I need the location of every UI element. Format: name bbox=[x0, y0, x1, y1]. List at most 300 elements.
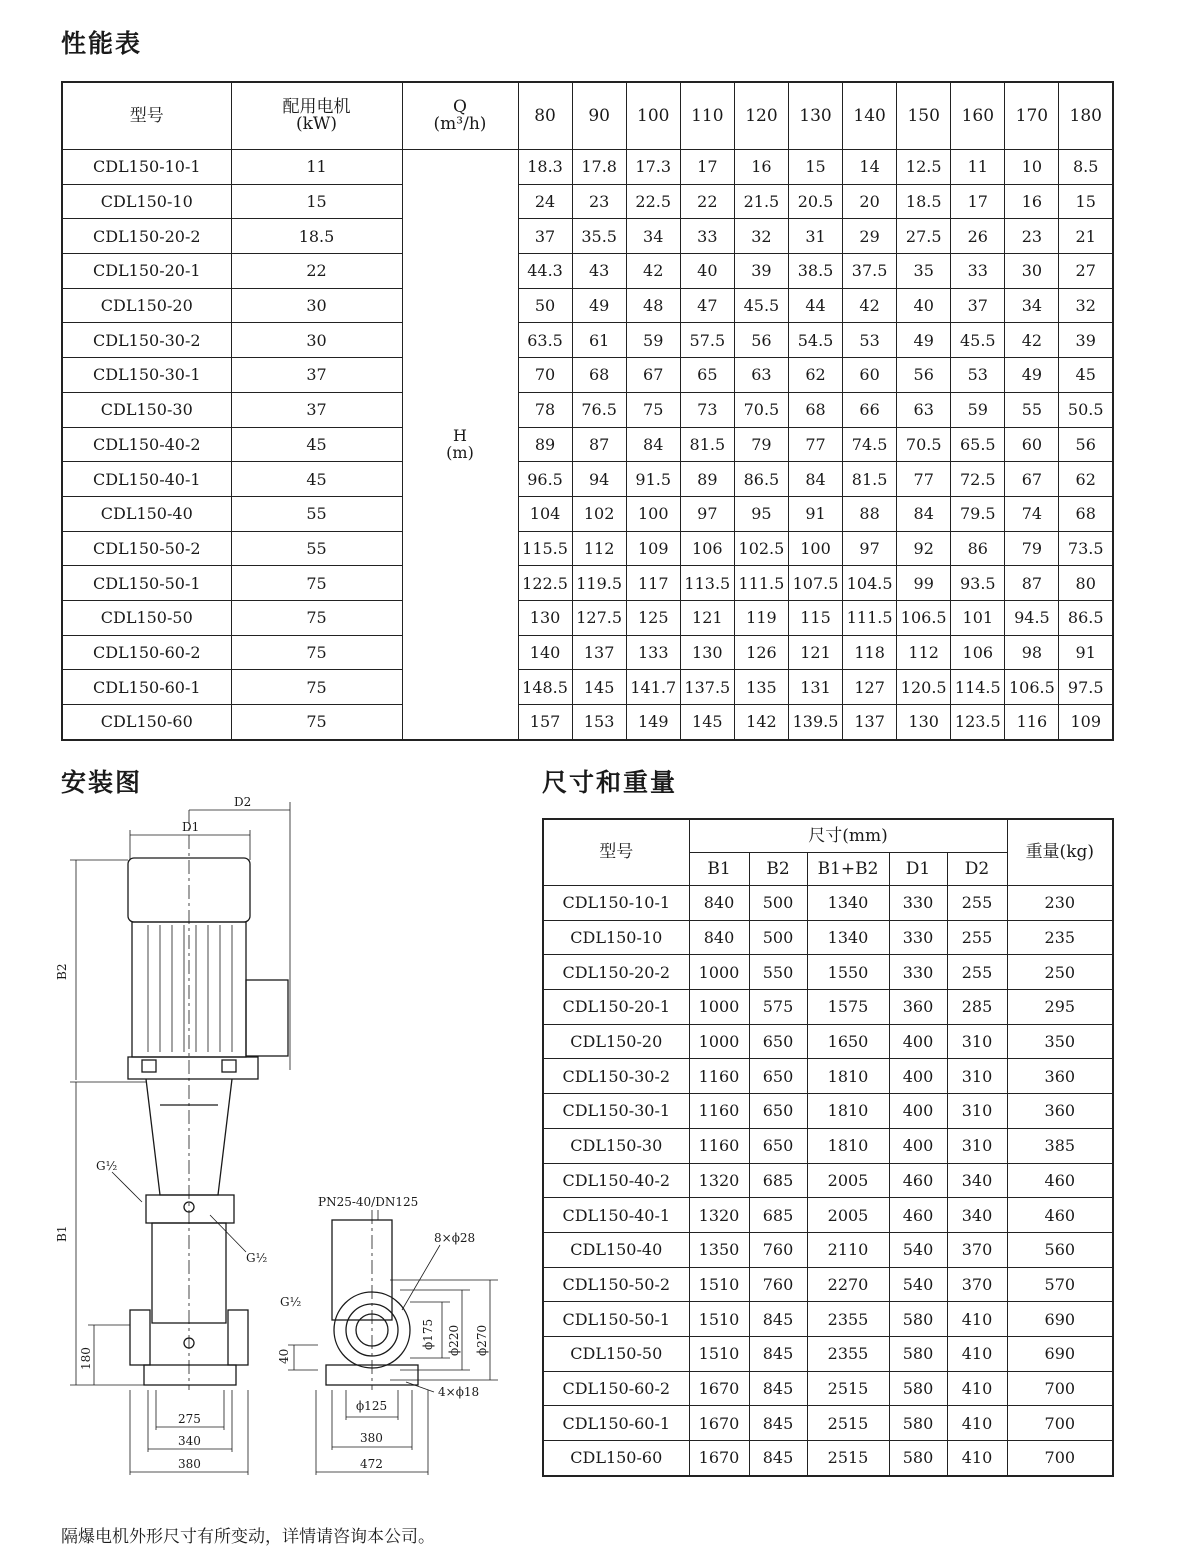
cell-head: 45 bbox=[1059, 358, 1113, 393]
flow-header: 120 bbox=[734, 82, 788, 150]
cell-head: 141.7 bbox=[626, 670, 680, 705]
cell-model: CDL150-40 bbox=[62, 496, 231, 531]
footnote: 隔爆电机外形尺寸有所变动，详情请咨询本公司。 bbox=[61, 1527, 435, 1547]
cell-head: 20 bbox=[843, 184, 897, 219]
cell-dim: 460 bbox=[889, 1163, 947, 1198]
cell-head: 79.5 bbox=[951, 496, 1005, 531]
cell-head: 116 bbox=[1005, 705, 1059, 740]
cell-model: CDL150-60 bbox=[62, 705, 231, 740]
cell-dim: 2355 bbox=[807, 1336, 889, 1371]
cell-weight: 570 bbox=[1007, 1267, 1113, 1302]
cell-dim: 330 bbox=[889, 886, 947, 921]
cell-dim: 840 bbox=[689, 920, 749, 955]
cell-model: CDL150-20-1 bbox=[62, 254, 231, 289]
table-row bbox=[543, 1059, 1113, 1094]
cell-head: 106.5 bbox=[1005, 670, 1059, 705]
cell-dim: 760 bbox=[749, 1232, 807, 1267]
cell-head: 68 bbox=[572, 358, 626, 393]
cell-head: 100 bbox=[626, 496, 680, 531]
cell-head: 125 bbox=[626, 600, 680, 635]
cell-head: 89 bbox=[680, 462, 734, 497]
cell-motor: 45 bbox=[231, 427, 402, 462]
cell-head: 130 bbox=[680, 635, 734, 670]
install-title: 安装图 bbox=[61, 768, 143, 797]
label-flange: PN25-40/DN125 bbox=[318, 1195, 419, 1209]
cell-head: 32 bbox=[734, 219, 788, 254]
table-row bbox=[62, 392, 1113, 427]
cell-head: 39 bbox=[734, 254, 788, 289]
cell-head: 97.5 bbox=[1059, 670, 1113, 705]
cell-head: 65 bbox=[680, 358, 734, 393]
cell-model: CDL150-40-2 bbox=[543, 1163, 689, 1198]
h-label-line2: (m) bbox=[446, 443, 474, 463]
cell-head: 77 bbox=[897, 462, 951, 497]
cell-dim: 400 bbox=[889, 1059, 947, 1094]
cell-head: 115.5 bbox=[518, 531, 572, 566]
cell-head: 118 bbox=[843, 635, 897, 670]
h-label-cell bbox=[402, 150, 518, 740]
cell-dim: 1350 bbox=[689, 1232, 749, 1267]
label-d175: ϕ175 bbox=[421, 1318, 435, 1350]
cell-dim: 1000 bbox=[689, 1024, 749, 1059]
cell-head: 67 bbox=[626, 358, 680, 393]
cell-dim: 310 bbox=[947, 1059, 1007, 1094]
table-row bbox=[62, 496, 1113, 531]
cell-dim: 370 bbox=[947, 1267, 1007, 1302]
cell-head: 119.5 bbox=[572, 566, 626, 601]
cell-dim: 1160 bbox=[689, 1128, 749, 1163]
terminal-box bbox=[246, 980, 288, 1056]
cell-head: 106 bbox=[951, 635, 1005, 670]
cell-dim: 1550 bbox=[807, 955, 889, 990]
cell-dim: 1575 bbox=[807, 990, 889, 1025]
cell-dim: 410 bbox=[947, 1371, 1007, 1406]
cell-dim: 2515 bbox=[807, 1406, 889, 1441]
cell-head: 102 bbox=[572, 496, 626, 531]
table-row bbox=[62, 670, 1113, 705]
cell-head: 18.5 bbox=[897, 184, 951, 219]
cell-head: 30 bbox=[1005, 254, 1059, 289]
cell-dim: 760 bbox=[749, 1267, 807, 1302]
cell-head: 97 bbox=[843, 531, 897, 566]
cell-head: 61 bbox=[572, 323, 626, 358]
table-row bbox=[543, 1441, 1113, 1476]
cell-dim: 1510 bbox=[689, 1267, 749, 1302]
cell-dim: 845 bbox=[749, 1336, 807, 1371]
cell-head: 15 bbox=[788, 150, 842, 185]
cell-head: 42 bbox=[1005, 323, 1059, 358]
cell-head: 126 bbox=[734, 635, 788, 670]
cell-model: CDL150-20-2 bbox=[543, 955, 689, 990]
cell-dim: 685 bbox=[749, 1163, 807, 1198]
cell-model: CDL150-20 bbox=[543, 1024, 689, 1059]
table-row bbox=[62, 462, 1113, 497]
cell-dim: 580 bbox=[889, 1371, 947, 1406]
cell-head: 62 bbox=[788, 358, 842, 393]
cell-head: 12.5 bbox=[897, 150, 951, 185]
cell-head: 32 bbox=[1059, 288, 1113, 323]
table-row bbox=[543, 1406, 1113, 1441]
cell-head: 139.5 bbox=[788, 705, 842, 740]
cell-dim: 1320 bbox=[689, 1163, 749, 1198]
cell-model: CDL150-30 bbox=[543, 1128, 689, 1163]
cell-dim: 500 bbox=[749, 886, 807, 921]
cell-head: 21 bbox=[1059, 219, 1113, 254]
cell-head: 66 bbox=[843, 392, 897, 427]
cell-model: CDL150-10-1 bbox=[62, 150, 231, 185]
label-g-half-a: G½ bbox=[96, 1159, 118, 1173]
cell-dim: 540 bbox=[889, 1267, 947, 1302]
label-w472: 472 bbox=[360, 1457, 383, 1471]
flow-header: 150 bbox=[897, 82, 951, 150]
inlet-flange bbox=[130, 1310, 150, 1365]
cell-model: CDL150-30-2 bbox=[543, 1059, 689, 1094]
cell-weight: 690 bbox=[1007, 1302, 1113, 1337]
cell-head: 17 bbox=[680, 150, 734, 185]
cell-head: 68 bbox=[1059, 496, 1113, 531]
label-g-half-c: G½ bbox=[280, 1295, 302, 1309]
cell-dim: 1160 bbox=[689, 1094, 749, 1129]
cell-head: 133 bbox=[626, 635, 680, 670]
cell-head: 78 bbox=[518, 392, 572, 427]
table-row bbox=[543, 1336, 1113, 1371]
cell-dim: 840 bbox=[689, 886, 749, 921]
cell-dim: 330 bbox=[889, 920, 947, 955]
cell-weight: 700 bbox=[1007, 1441, 1113, 1476]
dimensions-table bbox=[542, 818, 1114, 1477]
cell-head: 87 bbox=[572, 427, 626, 462]
cell-head: 79 bbox=[1005, 531, 1059, 566]
cell-dim: 330 bbox=[889, 955, 947, 990]
cell-head: 44.3 bbox=[518, 254, 572, 289]
pump-head bbox=[146, 1195, 234, 1223]
cell-dim: 285 bbox=[947, 990, 1007, 1025]
cell-dim: 685 bbox=[749, 1198, 807, 1233]
cell-motor: 55 bbox=[231, 496, 402, 531]
cell-head: 137 bbox=[572, 635, 626, 670]
cell-weight: 700 bbox=[1007, 1371, 1113, 1406]
cell-head: 72.5 bbox=[951, 462, 1005, 497]
cell-head: 98 bbox=[1005, 635, 1059, 670]
cell-motor: 22 bbox=[231, 254, 402, 289]
cell-dim: 2515 bbox=[807, 1441, 889, 1476]
cell-dim: 1510 bbox=[689, 1336, 749, 1371]
cell-dim: 575 bbox=[749, 990, 807, 1025]
cell-head: 87 bbox=[1005, 566, 1059, 601]
table-row bbox=[543, 1163, 1113, 1198]
cell-head: 33 bbox=[951, 254, 1005, 289]
cell-head: 55 bbox=[1005, 392, 1059, 427]
cell-head: 135 bbox=[734, 670, 788, 705]
cell-dim: 2270 bbox=[807, 1267, 889, 1302]
cell-dim: 410 bbox=[947, 1336, 1007, 1371]
cell-head: 121 bbox=[788, 635, 842, 670]
cell-weight: 250 bbox=[1007, 955, 1113, 990]
cell-head: 84 bbox=[626, 427, 680, 462]
cell-head: 86.5 bbox=[1059, 600, 1113, 635]
cell-head: 120.5 bbox=[897, 670, 951, 705]
cell-dim: 400 bbox=[889, 1128, 947, 1163]
cell-head: 109 bbox=[1059, 705, 1113, 740]
cell-head: 94 bbox=[572, 462, 626, 497]
cell-head: 21.5 bbox=[734, 184, 788, 219]
cell-head: 37.5 bbox=[843, 254, 897, 289]
flow-header: 90 bbox=[572, 82, 626, 150]
cell-head: 115 bbox=[788, 600, 842, 635]
cell-model: CDL150-60-2 bbox=[62, 635, 231, 670]
table-row bbox=[62, 427, 1113, 462]
cell-head: 77 bbox=[788, 427, 842, 462]
cell-motor: 30 bbox=[231, 323, 402, 358]
cell-dim: 400 bbox=[889, 1024, 947, 1059]
cell-head: 148.5 bbox=[518, 670, 572, 705]
cell-head: 117 bbox=[626, 566, 680, 601]
cell-head: 130 bbox=[897, 705, 951, 740]
cell-dim: 2005 bbox=[807, 1163, 889, 1198]
cell-dim: 845 bbox=[749, 1302, 807, 1337]
cell-motor: 75 bbox=[231, 635, 402, 670]
table-row bbox=[543, 920, 1113, 955]
header-model: 型号 bbox=[62, 82, 231, 150]
cell-dim: 310 bbox=[947, 1128, 1007, 1163]
cell-model: CDL150-20-1 bbox=[543, 990, 689, 1025]
cell-dim: 410 bbox=[947, 1406, 1007, 1441]
cell-head: 145 bbox=[680, 705, 734, 740]
cell-dim: 1340 bbox=[807, 886, 889, 921]
installation-drawing bbox=[50, 790, 510, 1490]
cell-head: 65.5 bbox=[951, 427, 1005, 462]
header-motor-line2: (kW) bbox=[295, 114, 338, 134]
label-b1: B1 bbox=[55, 1225, 69, 1242]
cell-head: 17 bbox=[951, 184, 1005, 219]
cell-head: 73 bbox=[680, 392, 734, 427]
cell-head: 42 bbox=[626, 254, 680, 289]
cell-head: 34 bbox=[626, 219, 680, 254]
cell-motor: 75 bbox=[231, 705, 402, 740]
cell-dim: 1000 bbox=[689, 990, 749, 1025]
cell-head: 140 bbox=[518, 635, 572, 670]
cell-head: 127 bbox=[843, 670, 897, 705]
cell-model: CDL150-60-1 bbox=[62, 670, 231, 705]
cell-head: 96.5 bbox=[518, 462, 572, 497]
cell-model: CDL150-60-1 bbox=[543, 1406, 689, 1441]
cell-dim: 460 bbox=[889, 1198, 947, 1233]
cell-head: 114.5 bbox=[951, 670, 1005, 705]
cell-head: 121 bbox=[680, 600, 734, 635]
table-row bbox=[62, 184, 1113, 219]
cell-dim: 845 bbox=[749, 1371, 807, 1406]
base bbox=[144, 1365, 236, 1385]
cell-head: 15 bbox=[1059, 184, 1113, 219]
cell-dim: 650 bbox=[749, 1128, 807, 1163]
cell-weight: 360 bbox=[1007, 1059, 1113, 1094]
cell-motor: 30 bbox=[231, 288, 402, 323]
cell-dim: 1670 bbox=[689, 1406, 749, 1441]
cell-model: CDL150-40-1 bbox=[62, 462, 231, 497]
header-flow bbox=[402, 82, 518, 150]
cell-motor: 15 bbox=[231, 184, 402, 219]
cell-dim: 340 bbox=[947, 1198, 1007, 1233]
flow-header: 100 bbox=[626, 82, 680, 150]
header-motor-line1: 配用电机 bbox=[282, 97, 351, 117]
cell-dim: 410 bbox=[947, 1441, 1007, 1476]
cell-motor: 55 bbox=[231, 531, 402, 566]
cell-dim: 340 bbox=[947, 1163, 1007, 1198]
cell-head: 39 bbox=[1059, 323, 1113, 358]
cell-head: 86 bbox=[951, 531, 1005, 566]
cell-dim: 1000 bbox=[689, 955, 749, 990]
cell-head: 101 bbox=[951, 600, 1005, 635]
cell-head: 45.5 bbox=[951, 323, 1005, 358]
table-row bbox=[62, 288, 1113, 323]
cell-head: 127.5 bbox=[572, 600, 626, 635]
cell-model: CDL150-20 bbox=[62, 288, 231, 323]
cell-head: 37 bbox=[518, 219, 572, 254]
cell-model: CDL150-50-1 bbox=[543, 1302, 689, 1337]
cell-dim: 255 bbox=[947, 920, 1007, 955]
cell-model: CDL150-50-2 bbox=[543, 1267, 689, 1302]
cell-dim: 1650 bbox=[807, 1024, 889, 1059]
table-row bbox=[543, 1128, 1113, 1163]
table-row bbox=[62, 635, 1113, 670]
cell-head: 86.5 bbox=[734, 462, 788, 497]
cell-head: 157 bbox=[518, 705, 572, 740]
cell-head: 14 bbox=[843, 150, 897, 185]
table-row bbox=[543, 1232, 1113, 1267]
cell-model: CDL150-10 bbox=[62, 184, 231, 219]
cell-dim: 1510 bbox=[689, 1302, 749, 1337]
cell-head: 22.5 bbox=[626, 184, 680, 219]
label-bolts: 8×ϕ28 bbox=[434, 1231, 476, 1245]
label-h40: 40 bbox=[277, 1348, 291, 1364]
cell-dim: 500 bbox=[749, 920, 807, 955]
cell-dim: 1340 bbox=[807, 920, 889, 955]
cell-model: CDL150-30-1 bbox=[543, 1094, 689, 1129]
cell-head: 24 bbox=[518, 184, 572, 219]
label-w340: 340 bbox=[178, 1434, 201, 1448]
cell-head: 131 bbox=[788, 670, 842, 705]
cell-dim: 540 bbox=[889, 1232, 947, 1267]
cell-head: 113.5 bbox=[680, 566, 734, 601]
table-row bbox=[543, 1267, 1113, 1302]
cell-head: 33 bbox=[680, 219, 734, 254]
cell-head: 27.5 bbox=[897, 219, 951, 254]
label-d270: ϕ270 bbox=[475, 1324, 489, 1356]
performance-table bbox=[61, 81, 1114, 741]
cell-head: 73.5 bbox=[1059, 531, 1113, 566]
cell-head: 112 bbox=[897, 635, 951, 670]
table-row bbox=[62, 323, 1113, 358]
dims-subheader: B1+B2 bbox=[807, 853, 889, 886]
cell-head: 42 bbox=[843, 288, 897, 323]
label-w380b: 380 bbox=[360, 1431, 383, 1445]
dims-header-size: 尺寸(mm) bbox=[689, 819, 1007, 853]
cell-dim: 1670 bbox=[689, 1441, 749, 1476]
cell-dim: 1810 bbox=[807, 1128, 889, 1163]
cell-model: CDL150-10-1 bbox=[543, 886, 689, 921]
label-w380a: 380 bbox=[178, 1457, 201, 1471]
cell-head: 49 bbox=[897, 323, 951, 358]
cell-head: 53 bbox=[843, 323, 897, 358]
cell-model: CDL150-30-1 bbox=[62, 358, 231, 393]
cell-head: 137 bbox=[843, 705, 897, 740]
cell-motor: 37 bbox=[231, 392, 402, 427]
table-row bbox=[543, 1024, 1113, 1059]
cell-model: CDL150-50-2 bbox=[62, 531, 231, 566]
cell-head: 18.3 bbox=[518, 150, 572, 185]
cell-head: 100 bbox=[788, 531, 842, 566]
cell-head: 63.5 bbox=[518, 323, 572, 358]
cell-head: 11 bbox=[951, 150, 1005, 185]
cell-head: 17.3 bbox=[626, 150, 680, 185]
table-row bbox=[543, 990, 1113, 1025]
cell-head: 27 bbox=[1059, 254, 1113, 289]
cell-head: 44 bbox=[788, 288, 842, 323]
table-row bbox=[543, 1198, 1113, 1233]
cell-head: 54.5 bbox=[788, 323, 842, 358]
cell-head: 142 bbox=[734, 705, 788, 740]
cell-dim: 1810 bbox=[807, 1094, 889, 1129]
cell-weight: 460 bbox=[1007, 1163, 1113, 1198]
cell-dim: 400 bbox=[889, 1094, 947, 1129]
cell-head: 149 bbox=[626, 705, 680, 740]
cell-head: 89 bbox=[518, 427, 572, 462]
cell-model: CDL150-10 bbox=[543, 920, 689, 955]
h-label-line1: H bbox=[453, 426, 467, 446]
cell-head: 50 bbox=[518, 288, 572, 323]
cell-head: 104 bbox=[518, 496, 572, 531]
cell-head: 43 bbox=[572, 254, 626, 289]
cell-head: 37 bbox=[951, 288, 1005, 323]
label-w275: 275 bbox=[178, 1412, 201, 1426]
cell-dim: 2515 bbox=[807, 1371, 889, 1406]
table-row bbox=[62, 254, 1113, 289]
cell-dim: 650 bbox=[749, 1094, 807, 1129]
cell-head: 59 bbox=[951, 392, 1005, 427]
cell-dim: 255 bbox=[947, 886, 1007, 921]
cell-head: 22 bbox=[680, 184, 734, 219]
flow-header: 80 bbox=[518, 82, 572, 150]
cell-head: 94.5 bbox=[1005, 600, 1059, 635]
cell-dim: 580 bbox=[889, 1406, 947, 1441]
cell-head: 84 bbox=[788, 462, 842, 497]
cell-weight: 700 bbox=[1007, 1406, 1113, 1441]
dims-subheader: D1 bbox=[889, 853, 947, 886]
performance-title: 性能表 bbox=[61, 29, 143, 58]
cell-head: 48 bbox=[626, 288, 680, 323]
cell-head: 47 bbox=[680, 288, 734, 323]
cell-head: 70 bbox=[518, 358, 572, 393]
cell-head: 111.5 bbox=[843, 600, 897, 635]
cell-weight: 235 bbox=[1007, 920, 1113, 955]
cell-dim: 1160 bbox=[689, 1059, 749, 1094]
cell-model: CDL150-60 bbox=[543, 1441, 689, 1476]
cell-dim: 650 bbox=[749, 1024, 807, 1059]
cell-head: 70.5 bbox=[897, 427, 951, 462]
cell-head: 137.5 bbox=[680, 670, 734, 705]
table-row bbox=[62, 566, 1113, 601]
cell-head: 56 bbox=[897, 358, 951, 393]
table-row bbox=[543, 1302, 1113, 1337]
cell-head: 80 bbox=[1059, 566, 1113, 601]
cell-motor: 75 bbox=[231, 670, 402, 705]
cell-head: 106 bbox=[680, 531, 734, 566]
flow-header: 110 bbox=[680, 82, 734, 150]
label-d220: ϕ220 bbox=[447, 1324, 461, 1356]
cell-head: 75 bbox=[626, 392, 680, 427]
cell-head: 29 bbox=[843, 219, 897, 254]
cell-head: 109 bbox=[626, 531, 680, 566]
